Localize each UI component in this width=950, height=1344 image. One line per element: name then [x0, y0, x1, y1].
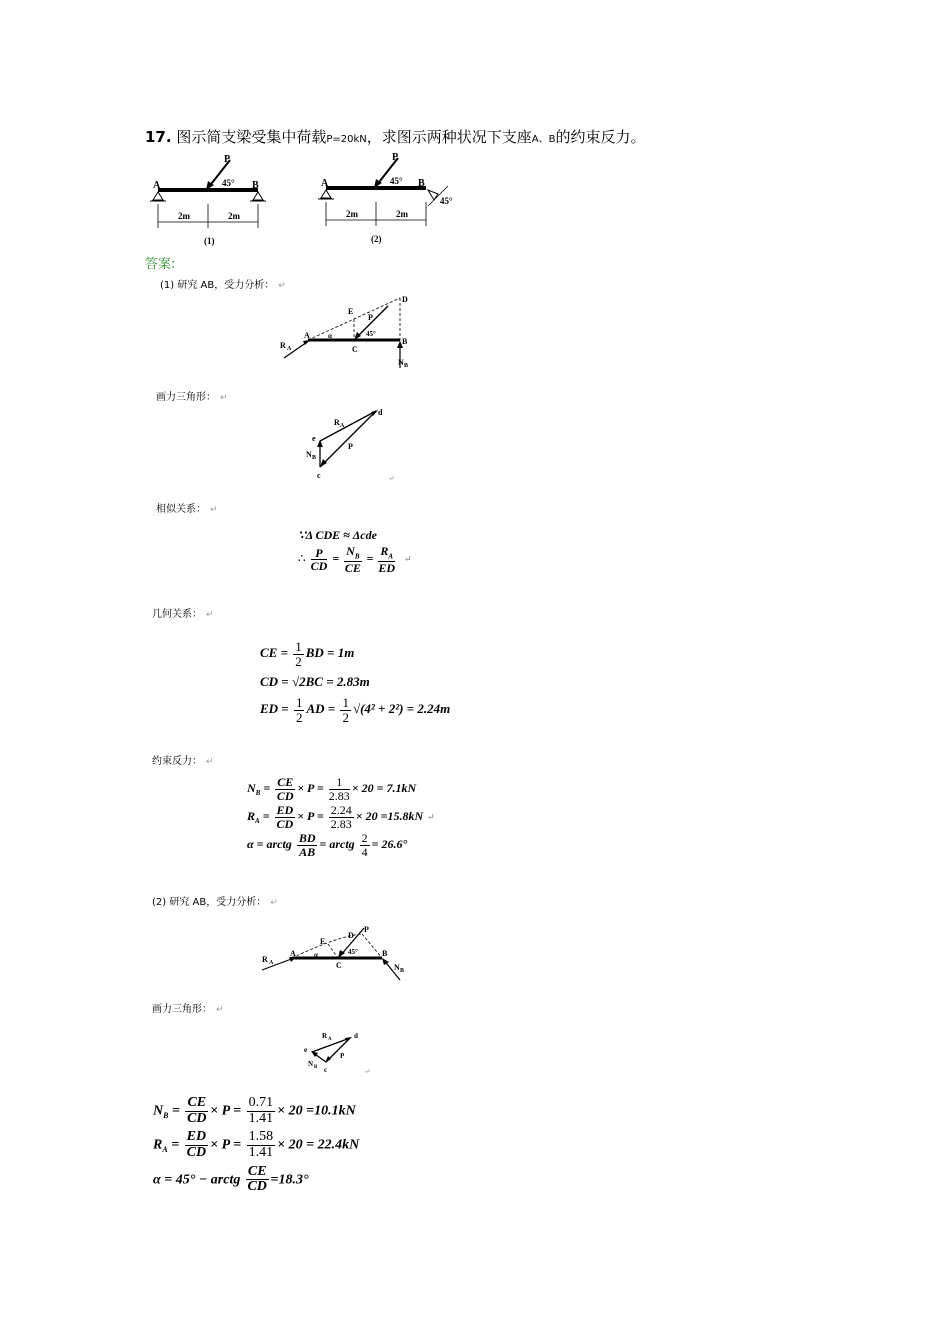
- point-b-2: B: [418, 178, 425, 189]
- part1-triangle-heading: 画力三角形： ↵: [156, 392, 228, 403]
- span1-1: 2m: [178, 211, 190, 221]
- span1-2: 2m: [346, 209, 358, 219]
- roller-support-b-1: [253, 192, 263, 200]
- similar-relation: ∵Δ CDE ≈ Δcde ∴ $\frac{P}{CD}$ = $\frac{N_B}{CE}$ = $\frac{R_A}{ED}$ ↵: [298, 528, 412, 575]
- question-figure: [148, 152, 468, 248]
- svg-text:B: B: [314, 1065, 318, 1070]
- angle-support-2: 45°: [440, 196, 453, 206]
- svg-text:P: P: [364, 925, 369, 934]
- svg-text:D: D: [348, 931, 354, 940]
- point-a-2: A: [321, 178, 329, 189]
- svg-text:E: E: [348, 307, 354, 316]
- svg-text:N: N: [308, 1060, 314, 1068]
- svg-text:d: d: [378, 408, 383, 417]
- alpha-equation: α = arctg $\frac{BD}{AB}$ = arctg $\frac{2}{4}$ = 26.6°: [247, 831, 408, 859]
- svg-text:C: C: [336, 961, 342, 970]
- ra-equation: $R_A$ = $\frac{ED}{CD}$ × P = $\frac{2.24}{2.83}$ × 20 =15.8kN ↵: [247, 803, 435, 831]
- nb-equation-2: $N_B$ = $\frac{CE}{CD}$ × P = $\frac{0.71}{1.41}$ × 20 =10.1kN: [153, 1095, 356, 1126]
- svg-text:45°: 45°: [366, 330, 376, 338]
- load-label-2: P: [392, 152, 399, 163]
- nb-equation: $N_B$ = $\frac{CE}{CD}$ × P = $\frac{1}{2.83}$ × 20 = 7.1kN: [247, 775, 417, 803]
- svg-text:B: B: [400, 968, 405, 974]
- part1-heading: (1) 研究 AB，受力分析： ↵: [160, 280, 286, 291]
- question-number: 17.: [145, 128, 172, 146]
- point-b-1: B: [252, 180, 259, 191]
- svg-text:P: P: [348, 442, 353, 451]
- svg-text:A: A: [304, 331, 310, 340]
- svg-text:α: α: [314, 951, 318, 959]
- part1-reaction-heading: 约束反力： ↵: [152, 756, 214, 767]
- svg-text:C: C: [352, 345, 358, 354]
- svg-text:P: P: [368, 313, 373, 322]
- svg-text:R: R: [280, 341, 286, 350]
- question-text-mid: ，求图示两种状况下支座: [366, 128, 532, 146]
- ra-equation-2: $R_A$ = $\frac{ED}{CD}$ × P = $\frac{1.58}{1.41}$ × 20 = 22.4kN: [153, 1129, 360, 1161]
- case-2-label: (2): [371, 234, 382, 244]
- cd-equation: CD = √2BC = 2.83m: [260, 674, 370, 690]
- pin-support-a-1: [153, 192, 163, 200]
- svg-text:N: N: [398, 358, 404, 367]
- part1-fbd: [278, 288, 428, 374]
- span2-2: 2m: [396, 209, 408, 219]
- svg-text:R: R: [262, 955, 268, 964]
- part2-force-triangle: [300, 1028, 380, 1078]
- svg-text:N: N: [394, 963, 400, 972]
- part2-reactions: [153, 1096, 359, 1195]
- svg-text:↵: ↵: [388, 474, 395, 483]
- part1-reactions: [247, 776, 435, 859]
- svg-text:↵: ↵: [364, 1067, 371, 1076]
- ce-equation: CE = $\frac{1}{2}$ BD = 1m: [260, 639, 355, 669]
- point-a-1: A: [153, 180, 161, 191]
- case-1-label: (1): [204, 236, 215, 246]
- svg-text:B: B: [404, 363, 409, 369]
- svg-text:e: e: [312, 434, 316, 443]
- pin-support-a-2: [321, 190, 331, 198]
- svg-text:c: c: [324, 1066, 328, 1074]
- part1-geometry-heading: 几何关系： ↵: [152, 609, 214, 620]
- svg-text:B: B: [402, 337, 408, 346]
- part2-triangle-heading: 画力三角形： ↵: [152, 1004, 224, 1015]
- question-line: [145, 126, 646, 147]
- part1-force-triangle: [300, 405, 400, 485]
- svg-text:A: A: [269, 960, 274, 966]
- load-label-1: P: [224, 154, 231, 165]
- angle-label-1: 45°: [222, 178, 235, 188]
- svg-text:α: α: [328, 332, 332, 340]
- span2-1: 2m: [228, 211, 240, 221]
- question-text-post: 的约束反力。: [555, 128, 646, 146]
- svg-text:A: A: [290, 949, 296, 958]
- svg-text:R: R: [334, 418, 340, 427]
- svg-text:D: D: [402, 295, 408, 304]
- question-supports: A、B: [531, 134, 556, 145]
- part2-fbd: [258, 922, 418, 982]
- svg-text:c: c: [317, 471, 321, 480]
- svg-text:e: e: [304, 1046, 308, 1054]
- question-load: P=20kN: [326, 134, 367, 145]
- svg-text:B: B: [312, 455, 317, 461]
- svg-text:N: N: [306, 450, 312, 459]
- question-text-pre: 图示简支梁受集中荷载: [176, 128, 327, 146]
- svg-text:45°: 45°: [348, 948, 358, 956]
- svg-text:A: A: [340, 423, 345, 429]
- ed-equation: ED = $\frac{1}{2}$ AD = $\frac{1}{2}$ √(4² + 2²) = 2.24m: [260, 695, 451, 725]
- svg-text:E: E: [320, 937, 326, 946]
- angle-label-2: 45°: [390, 176, 403, 186]
- inclined-support-b-2: [428, 190, 438, 200]
- svg-text:B: B: [382, 949, 388, 958]
- alpha-equation-2: α = 45° − arctg $\frac{CE}{CD}$ =18.3°: [153, 1163, 309, 1195]
- svg-text:R: R: [322, 1032, 328, 1040]
- svg-text:P: P: [340, 1052, 345, 1060]
- geometry-relations: [260, 640, 450, 725]
- svg-text:A: A: [287, 346, 292, 352]
- svg-text:A: A: [328, 1037, 332, 1042]
- part1-similar-heading: 相似关系： ↵: [156, 504, 218, 515]
- svg-text:d: d: [354, 1032, 358, 1040]
- part2-heading: (2) 研究 AB，受力分析： ↵: [152, 897, 278, 908]
- answer-label: 答案:: [145, 257, 176, 272]
